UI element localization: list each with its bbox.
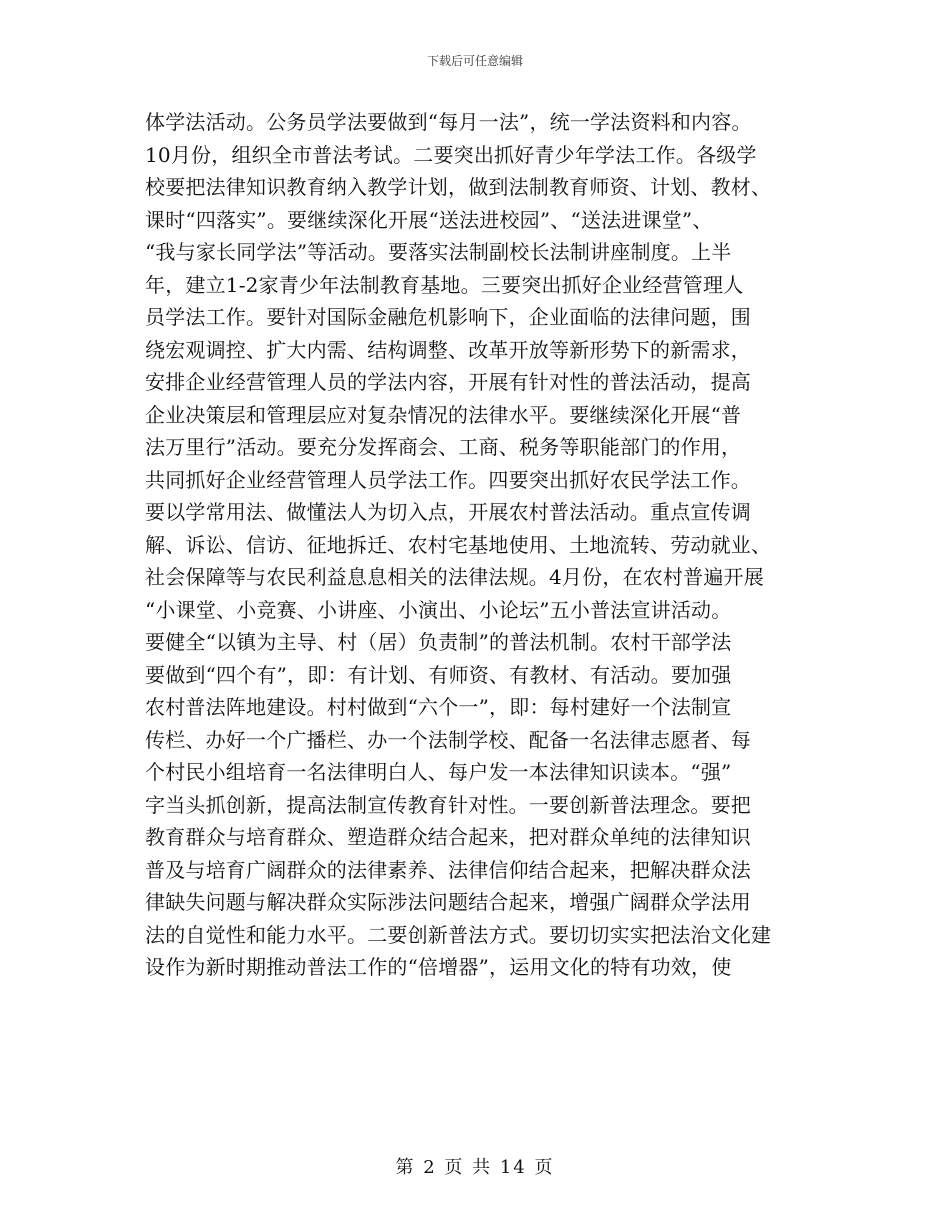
text-line: 要做到“四个有”，即：有计划、有师资、有教材、有活动。要加强 (145, 662, 732, 687)
text-line: 年，建立1-2家青少年法制教育基地。三要突出抓好企业经营管理人 (145, 272, 744, 297)
text-line: 普及与培育广阔群众的法律素养、法律信仰结合起来，把解决群众法 (145, 857, 751, 882)
text-line: 绕宏观调控、扩大内需、结构调整、改革开放等新形势下的新需求， (145, 337, 751, 362)
text-line: 10月份，组织全市普法考试。二要突出抓好青少年学法工作。各级学 (145, 142, 757, 167)
text-line: 企业决策层和管理层应对复杂情况的法律水平。要继续深化开展“普 (145, 402, 742, 427)
text-line: “小课堂、小竞赛、小讲座、小演出、小论坛”五小普法宣讲活动。 (145, 597, 732, 622)
text-line: 传栏、办好一个广播栏、办一个法制学校、配备一名法律志愿者、每 (145, 727, 751, 752)
text-line: 要以学常用法、做懂法人为切入点，开展农村普法活动。重点宣传调 (145, 500, 751, 524)
text-line: 教育群众与培育群众、塑造群众结合起来，把对群众单纯的法律知识 (145, 825, 751, 849)
text-line: 农村普法阵地建设。村村做到“六个一”，即：每村建好一个法制宣 (145, 695, 732, 719)
text-line: 校要把法律知识教育纳入教学计划，做到法制教育师资、计划、教材、 (145, 175, 772, 199)
text-line: 员学法工作。要针对国际金融危机影响下，企业面临的法律问题，围 (145, 305, 751, 329)
text-line: 体学法活动。公务员学法要做到“每月一法”，统一学法资料和内容。 (145, 110, 752, 134)
page-number: 第 2 页 共 14 页 (395, 1157, 555, 1178)
text-line: 安排企业经营管理人员的学法内容，开展有针对性的普法活动，提高 (145, 370, 751, 394)
text-line: 课时“四落实”。要继续深化开展“送法进校园”、“送法进课堂”、 (145, 207, 713, 232)
text-line: 字当头抓创新，提高法制宣传教育针对性。一要创新普法理念。要把 (145, 792, 751, 817)
text-line: 法的自觉性和能力水平。二要创新普法方式。要切切实实把法治文化建 (145, 922, 772, 947)
text-line: “我与家长同学法”等活动。要落实法制副校长法制讲座制度。上半 (145, 240, 732, 264)
text-line: 设作为新时期推动普法工作的“倍增器”，运用文化的特有功效，使 (145, 955, 732, 979)
page-header-note: 下载后可任意编辑 (426, 54, 523, 68)
text-line: 解、诉讼、信访、征地拆迁、农村宅基地使用、土地流转、劳动就业、 (145, 532, 772, 557)
text-line: 律缺失问题与解决群众实际涉法问题结合起来，增强广阔群众学法用 (145, 890, 751, 914)
body-text (145, 106, 810, 984)
text-line: 社会保障等与农民利益息息相关的法律法规。4月份，在农村普遍开展 (145, 565, 764, 589)
text-line: 共同抓好企业经营管理人员学法工作。四要突出抓好农民学法工作。 (145, 467, 751, 492)
text-line: 法万里行”活动。要充分发挥商会、工商、税务等职能部门的作用， (145, 435, 742, 459)
text-line: 要健全“以镇为主导、村（居）负责制”的普法机制。农村干部学法 (145, 630, 732, 654)
text-line: 个村民小组培育一名法律明白人、每户发一本法律知识读本。“强” (145, 760, 732, 784)
